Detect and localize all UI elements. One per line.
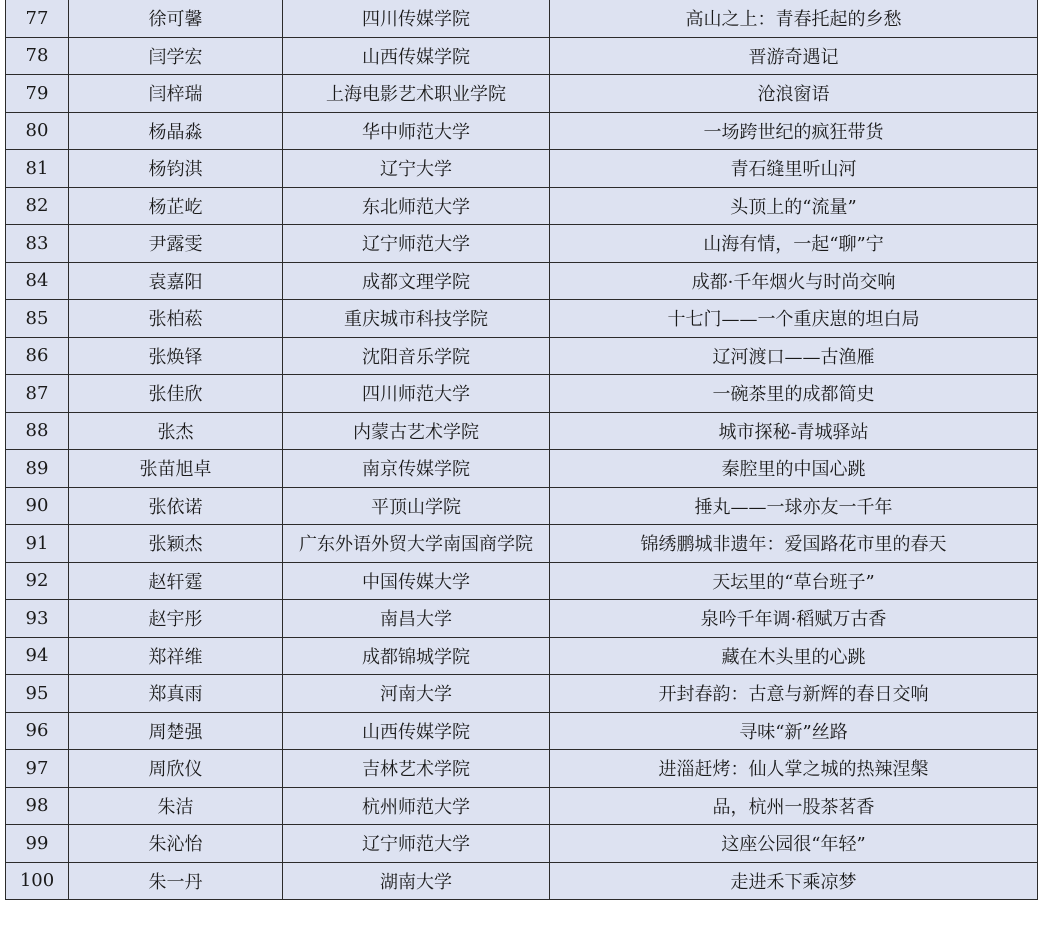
work-title-cell: 山海有情，一起“聊”宁 bbox=[550, 225, 1038, 263]
work-title-cell: 走进禾下乘凉梦 bbox=[550, 862, 1038, 900]
work-title-cell: 沧浪窗语 bbox=[550, 75, 1038, 113]
table-row bbox=[6, 112, 1038, 150]
school-name-cell: 上海电影艺术职业学院 bbox=[283, 75, 550, 113]
row-number-cell: 82 bbox=[6, 187, 69, 225]
work-title-cell: 高山之上：青春托起的乡愁 bbox=[550, 0, 1038, 37]
row-number-cell: 77 bbox=[6, 0, 69, 37]
table-row bbox=[6, 187, 1038, 225]
school-name-cell: 重庆城市科技学院 bbox=[283, 300, 550, 338]
row-number-cell: 98 bbox=[6, 787, 69, 825]
student-name-cell: 袁嘉阳 bbox=[69, 262, 283, 300]
school-name-cell: 东北师范大学 bbox=[283, 187, 550, 225]
table-row bbox=[6, 675, 1038, 713]
school-name-cell: 辽宁师范大学 bbox=[283, 225, 550, 263]
school-name-cell: 吉林艺术学院 bbox=[283, 750, 550, 788]
school-name-cell: 华中师范大学 bbox=[283, 112, 550, 150]
student-name-cell: 徐可馨 bbox=[69, 0, 283, 37]
work-title-cell: 捶丸——一球亦友一千年 bbox=[550, 487, 1038, 525]
row-number-cell: 95 bbox=[6, 675, 69, 713]
work-title-cell: 天坛里的“草台班子” bbox=[550, 562, 1038, 600]
table-row bbox=[6, 712, 1038, 750]
school-name-cell: 广东外语外贸大学南国商学院 bbox=[283, 525, 550, 563]
school-name-cell: 成都文理学院 bbox=[283, 262, 550, 300]
row-number-cell: 80 bbox=[6, 112, 69, 150]
student-name-cell: 张依诺 bbox=[69, 487, 283, 525]
table-row bbox=[6, 337, 1038, 375]
student-name-cell: 张柏菘 bbox=[69, 300, 283, 338]
student-name-cell: 周欣仪 bbox=[69, 750, 283, 788]
table-row bbox=[6, 37, 1038, 75]
school-name-cell: 四川师范大学 bbox=[283, 375, 550, 413]
school-name-cell: 湖南大学 bbox=[283, 862, 550, 900]
school-name-cell: 成都锦城学院 bbox=[283, 637, 550, 675]
work-title-cell: 十七门——一个重庆崽的坦白局 bbox=[550, 300, 1038, 338]
school-name-cell: 杭州师范大学 bbox=[283, 787, 550, 825]
table-row bbox=[6, 262, 1038, 300]
work-title-cell: 进淄赶烤：仙人掌之城的热辣涅槃 bbox=[550, 750, 1038, 788]
roster-table-body bbox=[6, 0, 1038, 900]
row-number-cell: 85 bbox=[6, 300, 69, 338]
row-number-cell: 93 bbox=[6, 600, 69, 638]
table-row bbox=[6, 412, 1038, 450]
table-row bbox=[6, 525, 1038, 563]
school-name-cell: 南昌大学 bbox=[283, 600, 550, 638]
table-row bbox=[6, 75, 1038, 113]
table-row bbox=[6, 300, 1038, 338]
row-number-cell: 96 bbox=[6, 712, 69, 750]
work-title-cell: 品，杭州一股茶茗香 bbox=[550, 787, 1038, 825]
student-name-cell: 郑真雨 bbox=[69, 675, 283, 713]
school-name-cell: 河南大学 bbox=[283, 675, 550, 713]
table-row bbox=[6, 375, 1038, 413]
student-name-cell: 赵宇彤 bbox=[69, 600, 283, 638]
student-name-cell: 朱沁怡 bbox=[69, 825, 283, 863]
student-name-cell: 杨晶淼 bbox=[69, 112, 283, 150]
student-name-cell: 杨芷屹 bbox=[69, 187, 283, 225]
school-name-cell: 山西传媒学院 bbox=[283, 712, 550, 750]
work-title-cell: 泉吟千年调·稻赋万古香 bbox=[550, 600, 1038, 638]
work-title-cell: 开封春韵：古意与新辉的春日交响 bbox=[550, 675, 1038, 713]
row-number-cell: 97 bbox=[6, 750, 69, 788]
work-title-cell: 这座公园很“年轻” bbox=[550, 825, 1038, 863]
row-number-cell: 91 bbox=[6, 525, 69, 563]
school-name-cell: 山西传媒学院 bbox=[283, 37, 550, 75]
student-name-cell: 周楚强 bbox=[69, 712, 283, 750]
school-name-cell: 平顶山学院 bbox=[283, 487, 550, 525]
work-title-cell: 一场跨世纪的疯狂带货 bbox=[550, 112, 1038, 150]
table-row bbox=[6, 787, 1038, 825]
table-row bbox=[6, 637, 1038, 675]
student-name-cell: 张颖杰 bbox=[69, 525, 283, 563]
work-title-cell: 寻味“新”丝路 bbox=[550, 712, 1038, 750]
table-row bbox=[6, 862, 1038, 900]
student-name-cell: 张杰 bbox=[69, 412, 283, 450]
work-title-cell: 辽河渡口——古渔雁 bbox=[550, 337, 1038, 375]
student-name-cell: 朱洁 bbox=[69, 787, 283, 825]
table-row bbox=[6, 450, 1038, 488]
row-number-cell: 84 bbox=[6, 262, 69, 300]
school-name-cell: 内蒙古艺术学院 bbox=[283, 412, 550, 450]
student-name-cell: 赵轩霆 bbox=[69, 562, 283, 600]
work-title-cell: 晋游奇遇记 bbox=[550, 37, 1038, 75]
row-number-cell: 86 bbox=[6, 337, 69, 375]
row-number-cell: 88 bbox=[6, 412, 69, 450]
student-name-cell: 杨钧淇 bbox=[69, 150, 283, 188]
school-name-cell: 中国传媒大学 bbox=[283, 562, 550, 600]
table-row bbox=[6, 600, 1038, 638]
table-row bbox=[6, 750, 1038, 788]
row-number-cell: 79 bbox=[6, 75, 69, 113]
work-title-cell: 成都·千年烟火与时尚交响 bbox=[550, 262, 1038, 300]
row-number-cell: 92 bbox=[6, 562, 69, 600]
work-title-cell: 头顶上的“流量” bbox=[550, 187, 1038, 225]
work-title-cell: 锦绣鹏城非遗年：爱国路花市里的春天 bbox=[550, 525, 1038, 563]
table-row bbox=[6, 150, 1038, 188]
row-number-cell: 99 bbox=[6, 825, 69, 863]
school-name-cell: 南京传媒学院 bbox=[283, 450, 550, 488]
row-number-cell: 83 bbox=[6, 225, 69, 263]
table-row bbox=[6, 562, 1038, 600]
school-name-cell: 沈阳音乐学院 bbox=[283, 337, 550, 375]
student-name-cell: 张佳欣 bbox=[69, 375, 283, 413]
table-row bbox=[6, 225, 1038, 263]
table-row bbox=[6, 487, 1038, 525]
student-name-cell: 闫学宏 bbox=[69, 37, 283, 75]
work-title-cell: 藏在木头里的心跳 bbox=[550, 637, 1038, 675]
work-title-cell: 秦腔里的中国心跳 bbox=[550, 450, 1038, 488]
row-number-cell: 100 bbox=[6, 862, 69, 900]
school-name-cell: 四川传媒学院 bbox=[283, 0, 550, 37]
student-name-cell: 尹露雯 bbox=[69, 225, 283, 263]
student-name-cell: 张焕铎 bbox=[69, 337, 283, 375]
row-number-cell: 89 bbox=[6, 450, 69, 488]
work-title-cell: 一碗茶里的成都简史 bbox=[550, 375, 1038, 413]
row-number-cell: 81 bbox=[6, 150, 69, 188]
row-number-cell: 94 bbox=[6, 637, 69, 675]
student-name-cell: 朱一丹 bbox=[69, 862, 283, 900]
table-row bbox=[6, 0, 1038, 37]
work-title-cell: 城市探秘-青城驿站 bbox=[550, 412, 1038, 450]
school-name-cell: 辽宁师范大学 bbox=[283, 825, 550, 863]
roster-table bbox=[5, 0, 1038, 900]
school-name-cell: 辽宁大学 bbox=[283, 150, 550, 188]
row-number-cell: 78 bbox=[6, 37, 69, 75]
student-name-cell: 张苗旭卓 bbox=[69, 450, 283, 488]
table-row bbox=[6, 825, 1038, 863]
student-name-cell: 郑祥维 bbox=[69, 637, 283, 675]
row-number-cell: 90 bbox=[6, 487, 69, 525]
student-name-cell: 闫梓瑞 bbox=[69, 75, 283, 113]
work-title-cell: 青石缝里听山河 bbox=[550, 150, 1038, 188]
row-number-cell: 87 bbox=[6, 375, 69, 413]
